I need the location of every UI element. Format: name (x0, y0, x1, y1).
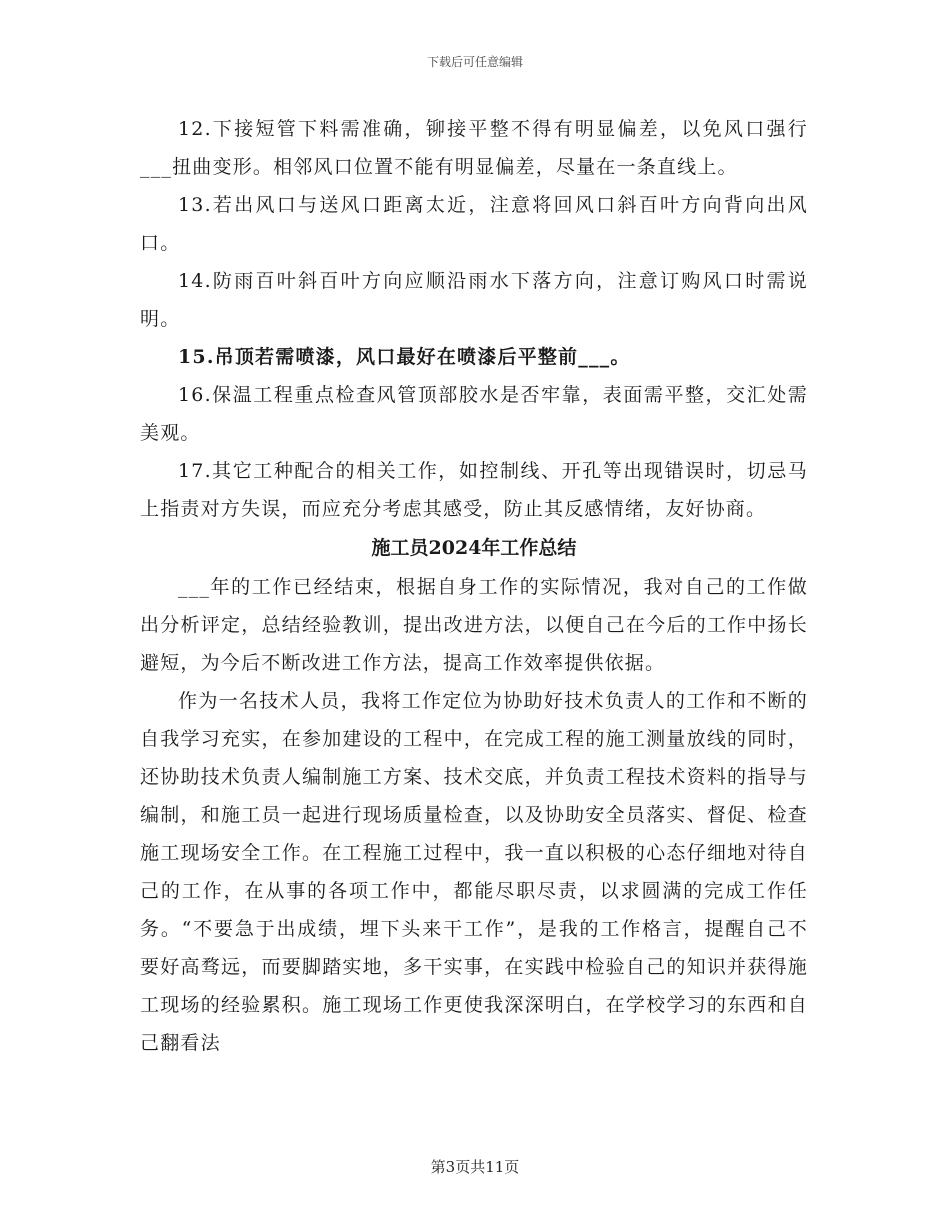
section-title: 施工员2024年工作总结 (371, 537, 577, 559)
section-paragraph-1: ___年的工作已经结束，根据自身工作的实际情况，我对自己的工作做出分析评定，总结经验教训，提出改进方法，以便自己在今后的工作中扬长避短，为今后不断改进工作方法，提高工作效率提供依据。 (140, 576, 808, 674)
document-body (140, 110, 808, 1062)
section-paragraph-2: 作为一名技术人员，我将工作定位为协助好技术负责人的工作和不断的自我学习充实，在参加建设的工程中，在完成工程的施工测量放线的同时，还协助技术负责人编制施工方案、技术交底，并负责工程技术资料的指导与编制，和施工员一起进行现场质量检查，以及协助安全员落实、督促、检查施工现场安全工作。在工程施工过程中，我一直以积极的心态仔细地对待自己的工作，在从事的各项工作中，都能尽职尽责，以求圆满的完成工作任务。“不要急于出成绩，埋下头来干工作”，是我的工作格言，提醒自己不要好高骛远，而要脚踏实地，多干实事，在实践中检验自己的知识并获得施工现场的经验累积。施工现场工作更使我深深明白，在学校学习的东西和自己翻看法 (140, 690, 808, 1054)
page-number: 第3页共11页 (430, 1158, 520, 1176)
list-item-13: 13.若出风口与送风口距离太近，注意将回风口斜百叶方向背向出风口。 (140, 194, 808, 254)
list-item-17: 17.其它工种配合的相关工作，如控制线、开孔等出现错误时，切忌马上指责对方失误，而应充分考虑其感受，防止其反感情绪，友好协商。 (140, 460, 808, 520)
list-item-12: 12.下接短管下料需准确，铆接平整不得有明显偏差，以免风口强行___扭曲变形。相邻风口位置不能有明显偏差，尽量在一条直线上。 (140, 118, 808, 178)
list-item-14: 14.防雨百叶斜百叶方向应顺沿雨水下落方向，注意订购风口时需说明。 (140, 270, 808, 330)
list-item-16: 16.保温工程重点检查风管顶部胶水是否牢靠，表面需平整，交汇处需美观。 (140, 384, 808, 444)
list-item-15: 15.吊顶若需喷漆，风口最好在喷漆后平整前___。 (178, 346, 631, 368)
header-note: 下载后可任意编辑 (426, 55, 523, 69)
